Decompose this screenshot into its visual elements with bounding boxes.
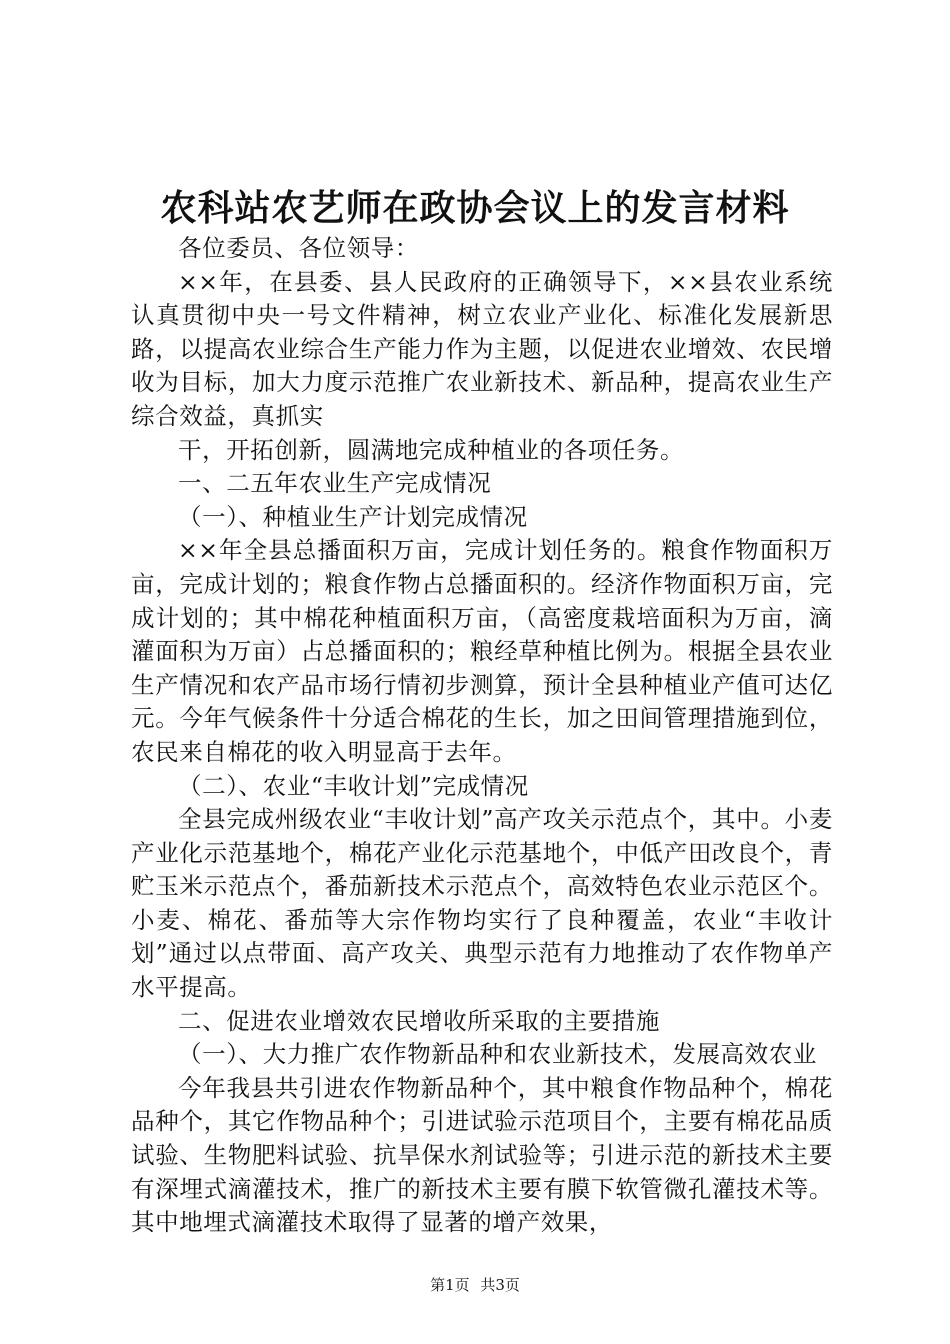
subsection-heading: （一）、大力推广农作物新品种和农业新技术，发展高效农业: [178, 1040, 817, 1069]
page-number: 第1页: [430, 1276, 470, 1294]
page-footer: [0, 1275, 950, 1295]
paragraph: 干，开拓创新，圆满地完成种植业的各项任务。: [178, 435, 685, 464]
paragraph: 全县完成州级农业“丰收计划”高产攻关示范点个，其中。小麦产业化示范基地个，棉花产业化示范基地个，中低产田改良个，青贮玉米示范点个，番茄新技术示范点个，高效特色农业示范区个。小麦、棉花、番茄等大宗作物均实行了良种覆盖，农业“丰收计划”通过以点带面、高产攻关、典型示范有力地推动了农作物单产水平提高。: [131, 805, 833, 1002]
paragraph-salutation: 各位委员、各位领导：: [178, 234, 419, 262]
document-title: 农科站农艺师在政协会议上的发言材料: [160, 187, 790, 229]
paragraph: ××年，在县委、县人民政府的正确领导下，××县农业系统认真贯彻中央一号文件精神，树立农业产业化、标准化发展新思路，以提高农业综合生产能力作为主题，以促进农业增效、农民增收为目标，加大力度示范推广农业新技术、新品种，提高农业生产综合效益，真抓实: [131, 267, 833, 430]
subsection-heading: （二）、农业“丰收计划”完成情况: [178, 771, 529, 800]
paragraph: 今年我县共引进农作物新品种个，其中粮食作物品种个，棉花品种个，其它作物品种个；引进试验示范项目个，主要有棉花品质试验、生物肥料试验、抗旱保水剂试验等；引进示范的新技术主要有深埋式滴灌技术，推广的新技术主要有膜下软管微孔灌技术等。其中地埋式滴灌技术取得了显著的增产效果，: [131, 1073, 833, 1237]
document-body: [131, 232, 833, 1240]
subsection-heading: （一）、种植业生产计划完成情况: [178, 502, 528, 531]
paragraph: ××年全县总播面积万亩，完成计划任务的。粮食作物面积万亩，完成计划的；粮食作物占总播面积的。经济作物面积万亩，完成计划的；其中棉花种植面积万亩，（高密度栽培面积为万亩，滴灌面积为万亩）占总播面积的；粮经草种植比例为。根据全县农业生产情况和农产品市场行情初步测算，预计全县种植业产值可达亿元。今年气候条件十分适合棉花的生长，加之田间管理措施到位，农民来自棉花的收入明显高于去年。: [131, 536, 833, 766]
section-heading: 二、促进农业增效农民增收所采取的主要措施: [178, 1006, 660, 1035]
section-heading: 一、二五年农业生产完成情况: [178, 469, 492, 498]
page-total: 共3页: [480, 1276, 520, 1294]
